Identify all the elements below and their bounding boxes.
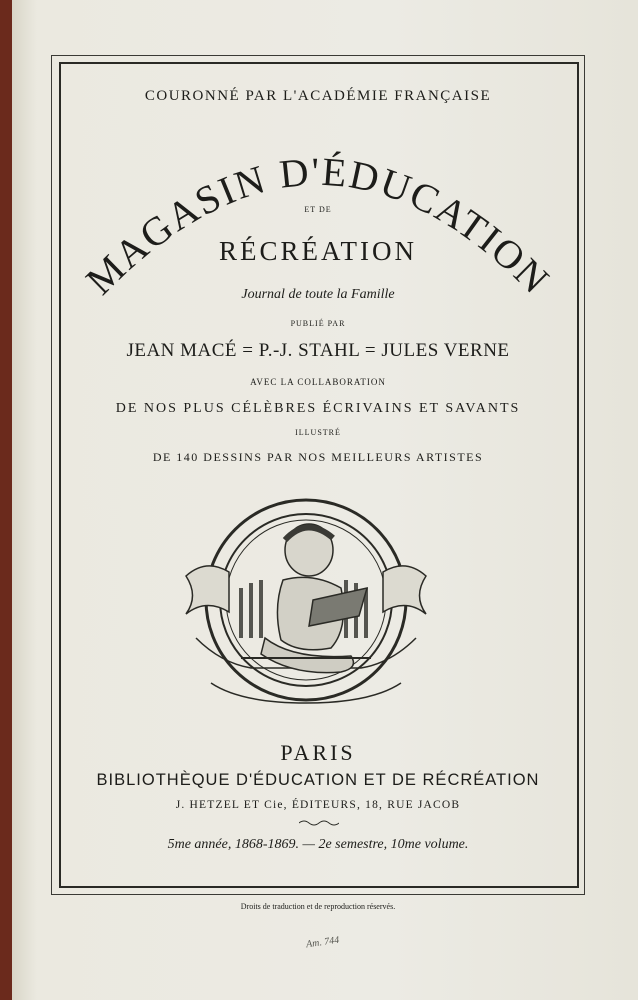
- svg-text:MAGASIN D'ÉDUCATION: [77, 149, 559, 300]
- ornament-divider: [299, 819, 339, 827]
- edition-line: 5me année, 1868-1869. — 2e semestre, 10me volume.: [167, 837, 469, 852]
- subtitle: Journal de toute la Famille: [241, 287, 395, 302]
- crown-line: COURONNÉ PAR L'ACADÉMIE FRANÇAISE: [144, 88, 492, 104]
- published-by-line: PUBLIÉ PAR: [290, 319, 346, 328]
- city-line: PARIS: [280, 740, 356, 765]
- book-page: [12, 0, 638, 1000]
- authors-line: JEAN MACÉ = P.-J. STAHL = JULES VERNE: [126, 340, 510, 361]
- rights-line: Droits de traduction et de reproduction réservés.: [240, 902, 396, 911]
- library-line: BIBLIOTHÈQUE D'ÉDUCATION ET DE RÉCRÉATION: [96, 771, 540, 789]
- et-de-line: ET DE: [304, 205, 332, 214]
- magazine-title: MAGASIN D'ÉDUCATION: [76, 148, 560, 300]
- drawings-line: DE 140 DESSINS PAR NOS MEILLEURS ARTISTES: [152, 450, 484, 464]
- recreation-title: RÉCRÉATION: [219, 236, 417, 266]
- collaboration-line: AVEC LA COLLABORATION: [250, 377, 386, 387]
- child-reading-vignette-icon: [181, 488, 431, 718]
- contributors-line: DE NOS PLUS CÉLÈBRES ÉCRIVAINS ET SAVANTS: [115, 401, 521, 416]
- handwritten-shelf-mark: Am. 744: [305, 934, 340, 951]
- publisher-line: J. HETZEL ET Cie, ÉDITEURS, 18, RUE JACOB: [175, 799, 461, 811]
- illustrated-line: ILLUSTRÉ: [295, 428, 341, 437]
